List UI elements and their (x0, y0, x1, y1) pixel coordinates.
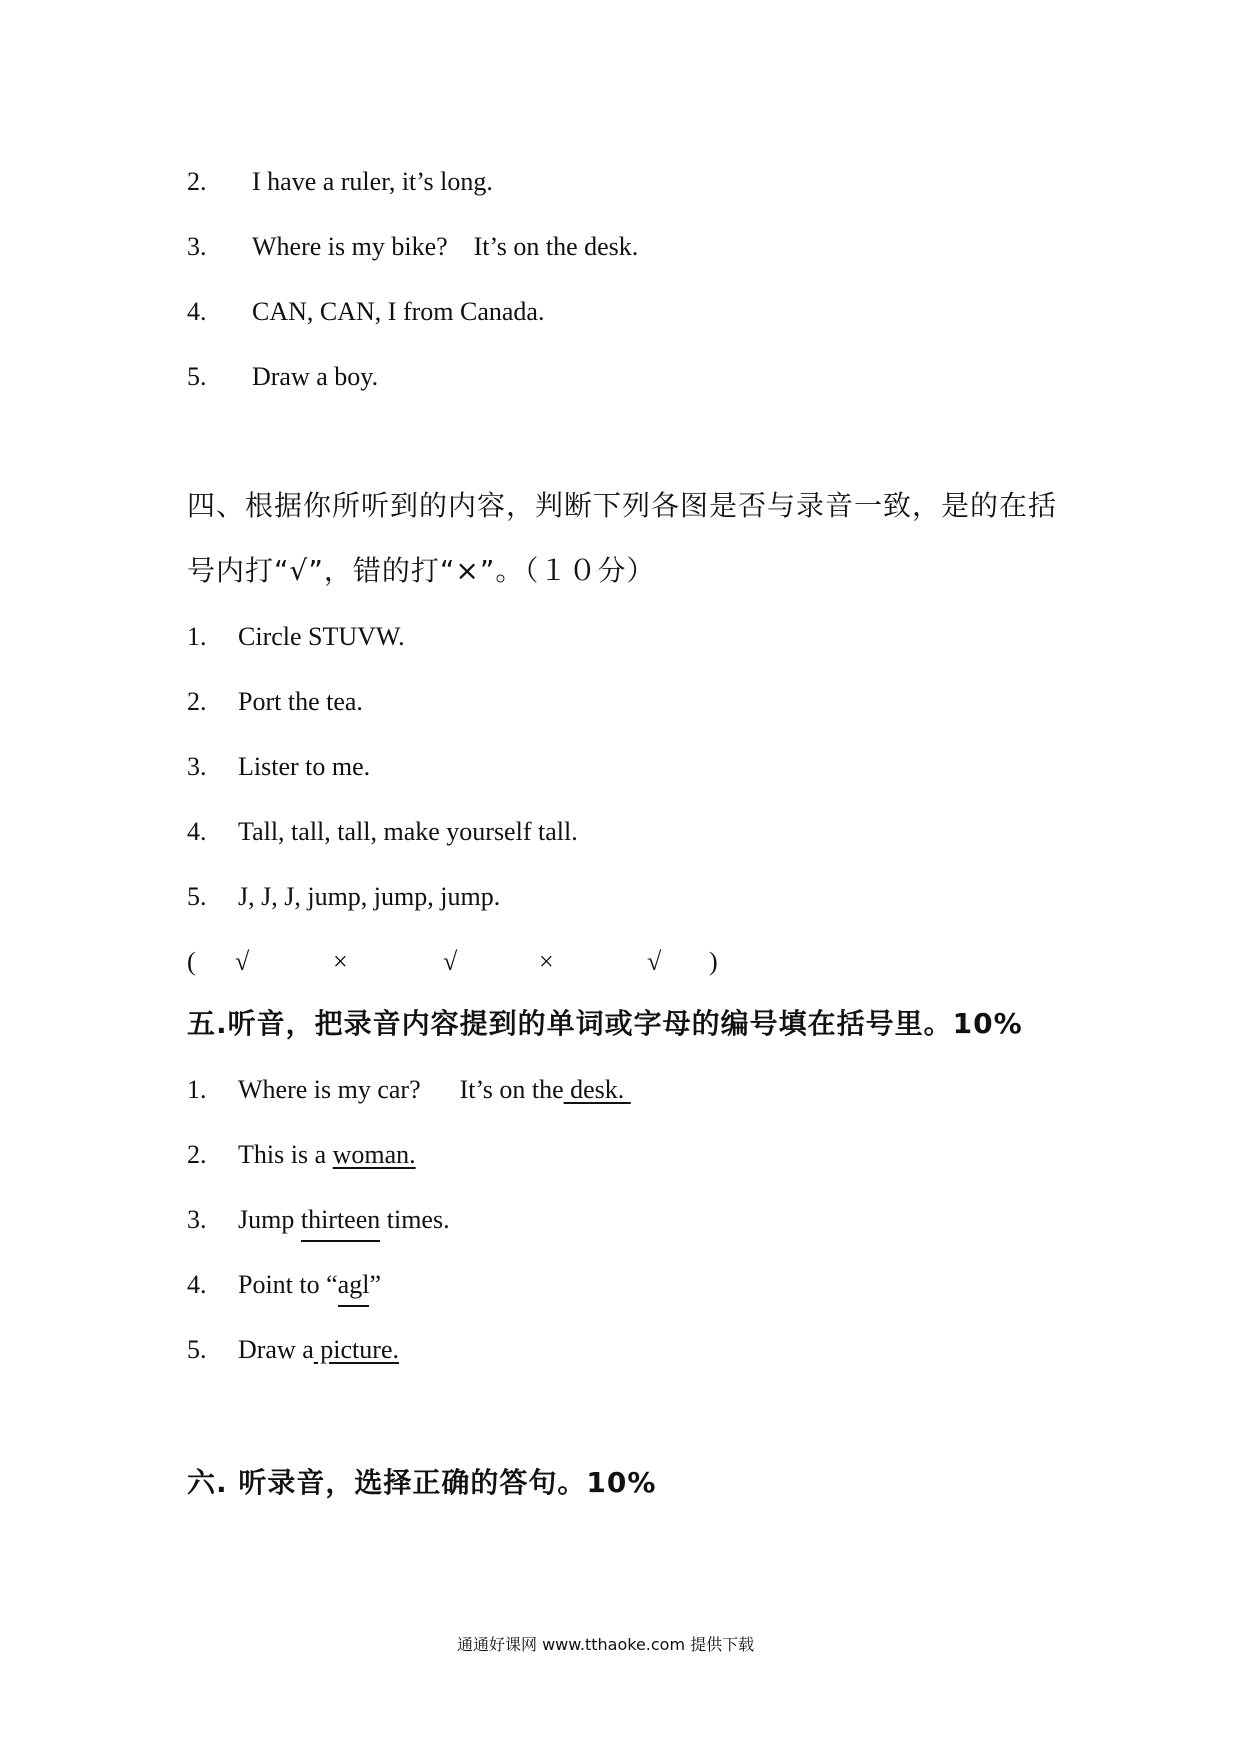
section-6-heading: 六. 听录音，选择正确的答句。10% (187, 1466, 657, 1499)
item-number: 1. (187, 622, 207, 651)
page-footer: 通通好课网 www.tthaoke.com 提供下载 (457, 1635, 755, 1654)
item-text: Lister to me. (238, 752, 371, 781)
item-number: 5. (187, 882, 207, 911)
answer-mark: √ (647, 947, 662, 976)
item-number: 3. (187, 232, 207, 261)
answer-close-paren: ) (709, 947, 718, 976)
item-text: Port the tea. (238, 687, 363, 716)
underlined-answer: picture. (313, 1335, 399, 1364)
answer-mark: × (539, 947, 554, 976)
item-content (238, 1334, 399, 1366)
item-text-suffix: times. (380, 1205, 450, 1234)
answer-mark: √ (235, 947, 250, 976)
answer-mark: √ (443, 947, 458, 976)
underlined-answer: desk. (563, 1075, 631, 1104)
item-text: I have a ruler, it’s long. (252, 167, 493, 196)
item-text: Where is my bike? It’s on the desk. (252, 232, 639, 261)
section-4-heading-line-2: 号内打“√”，错的打“×”。（１０分） (187, 554, 656, 587)
section-4-heading-line-1: 四、根据你所听到的内容，判断下列各图是否与录音一致，是的在括 (187, 489, 1058, 522)
item-number: 5. (187, 362, 207, 391)
item-content (238, 1139, 416, 1171)
item-number: 4. (187, 817, 207, 846)
underlined-answer: agl (338, 1270, 370, 1307)
item-text-suffix: ” (369, 1270, 381, 1299)
item-number: 4. (187, 297, 207, 326)
item-text: Point to “ (238, 1270, 338, 1299)
item-text: Jump (238, 1205, 301, 1234)
item-content (238, 1074, 631, 1106)
item-content (238, 1269, 381, 1301)
item-text: Draw a boy. (252, 362, 379, 391)
item-number: 4. (187, 1270, 207, 1299)
item-text: J, J, J, jump, jump, jump. (238, 882, 501, 911)
item-number: 3. (187, 1205, 207, 1234)
item-number: 2. (187, 687, 207, 716)
item-number: 2. (187, 167, 207, 196)
underlined-answer: thirteen (301, 1205, 380, 1242)
answer-mark: × (333, 947, 348, 976)
item-number: 1. (187, 1075, 207, 1104)
section-5-heading: 五.听音，把录音内容提到的单词或字母的编号填在括号里。10% (187, 1007, 1023, 1040)
item-text: Where is my car? It’s on the (238, 1075, 564, 1104)
item-text: Tall, tall, tall, make yourself tall. (238, 817, 578, 846)
answer-open-paren: ( (187, 947, 196, 976)
item-number: 3. (187, 752, 207, 781)
item-text: Draw a (238, 1335, 314, 1364)
item-text: CAN, CAN, I from Canada. (252, 297, 545, 326)
item-number: 5. (187, 1335, 207, 1364)
item-content (238, 1204, 450, 1236)
item-text: Circle STUVW. (238, 622, 405, 651)
item-number: 2. (187, 1140, 207, 1169)
item-text: This is a (238, 1140, 333, 1169)
underlined-answer: woman. (332, 1140, 416, 1169)
